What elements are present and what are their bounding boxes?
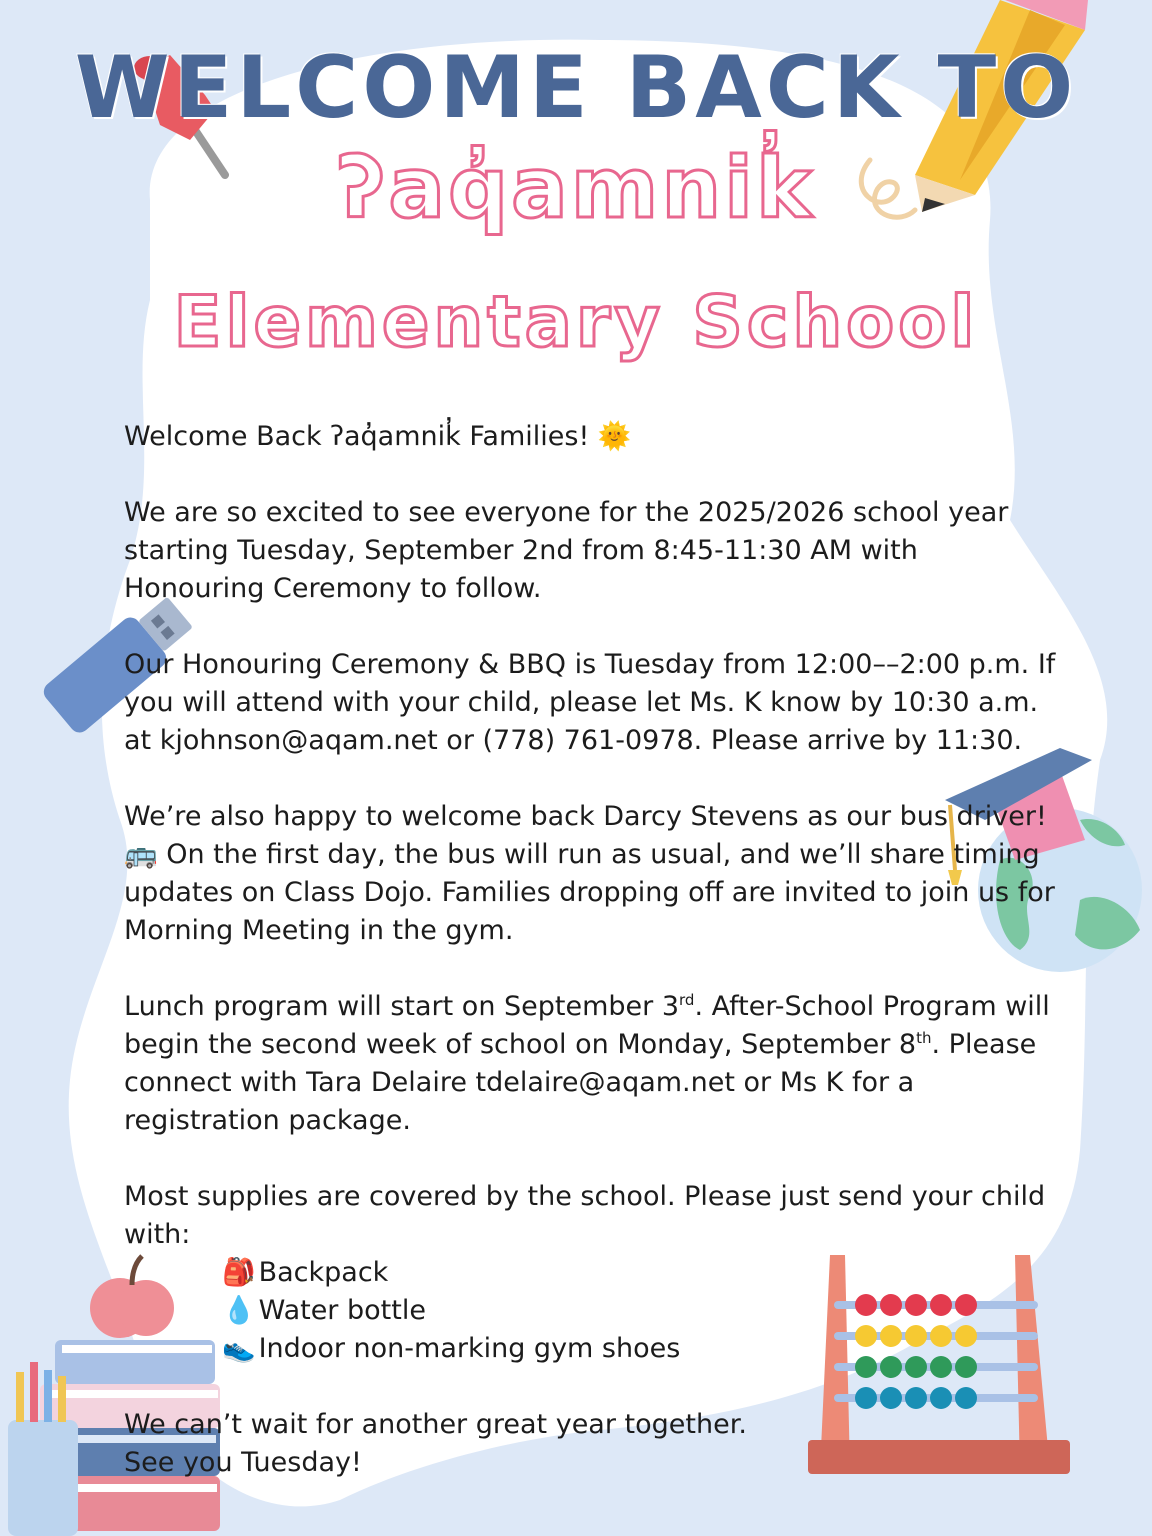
programs-part2: . After-School Program will begin the second week of school on Monday, September 8 <box>124 991 1050 1060</box>
sun-icon: 🌞 <box>597 421 632 452</box>
title-welcome-back-to: WELCOME BACK TO <box>74 38 1078 138</box>
paragraph-honouring-ceremony: Our Honouring Ceremony & BBQ is Tuesday from 12:00––2:00 p.m. If you will attend with your child, please let Ms. K know by 10:30 a.m. at kjohnson@aqam.net or (778) 761-0978. Please arrive by 11:30. <box>124 649 1056 756</box>
backpack-icon: 🎒 <box>222 1257 256 1288</box>
supply-label: Indoor non-marking gym shoes <box>258 1333 681 1364</box>
paragraph-bus-driver <box>124 798 1064 950</box>
greeting <box>124 418 1064 456</box>
closing <box>124 1406 1064 1482</box>
supply-label: Backpack <box>258 1257 389 1288</box>
shoe-icon: 👟 <box>222 1333 256 1364</box>
paragraph-supplies: Most supplies are covered by the school. Please just send your child with: <box>124 1181 1046 1250</box>
supply-label: Water bottle <box>258 1295 426 1326</box>
bus-driver-line: We’re also happy to welcome back Darcy Stevens as our bus driver! <box>124 801 1047 832</box>
bus-details: On the first day, the bus will run as usual, and we’ll share timing updates on Class Dojo. Families dropping off are invited to join us for Morning Meeting in the gym. <box>124 839 1055 946</box>
programs-part1: Lunch program will start on September 3 <box>124 991 680 1022</box>
paragraph-programs <box>124 988 1064 1140</box>
list-item <box>222 1292 1064 1330</box>
superscript-rd: rd <box>679 991 695 1009</box>
title-school-name: ʔaq̓amnik̓ <box>337 139 815 237</box>
closing-line-1: We can’t wait for another great year together. <box>124 1409 747 1440</box>
water-drop-icon: 💧 <box>222 1295 256 1326</box>
superscript-th: th <box>916 1029 932 1047</box>
programs-part3: . Please connect with Tara Delaire tdelaire@aqam.net or Ms K for a registration package. <box>124 1029 1037 1136</box>
supplies-list <box>124 1254 1064 1368</box>
letter-body <box>124 418 1064 1482</box>
list-item <box>222 1254 1064 1292</box>
greeting-text: Welcome Back ʔaq̓amnik̓ Families! <box>124 421 590 452</box>
paragraph-school-start: We are so excited to see everyone for the 2025/2026 school year starting Tuesday, September 2nd from 8:45-11:30 AM with Honouring Ceremony to follow. <box>124 497 1009 604</box>
closing-line-2: See you Tuesday! <box>124 1447 362 1478</box>
title-elementary-school: Elementary School <box>173 281 979 363</box>
bus-icon: 🚌 <box>124 839 158 870</box>
list-item <box>222 1330 1064 1368</box>
